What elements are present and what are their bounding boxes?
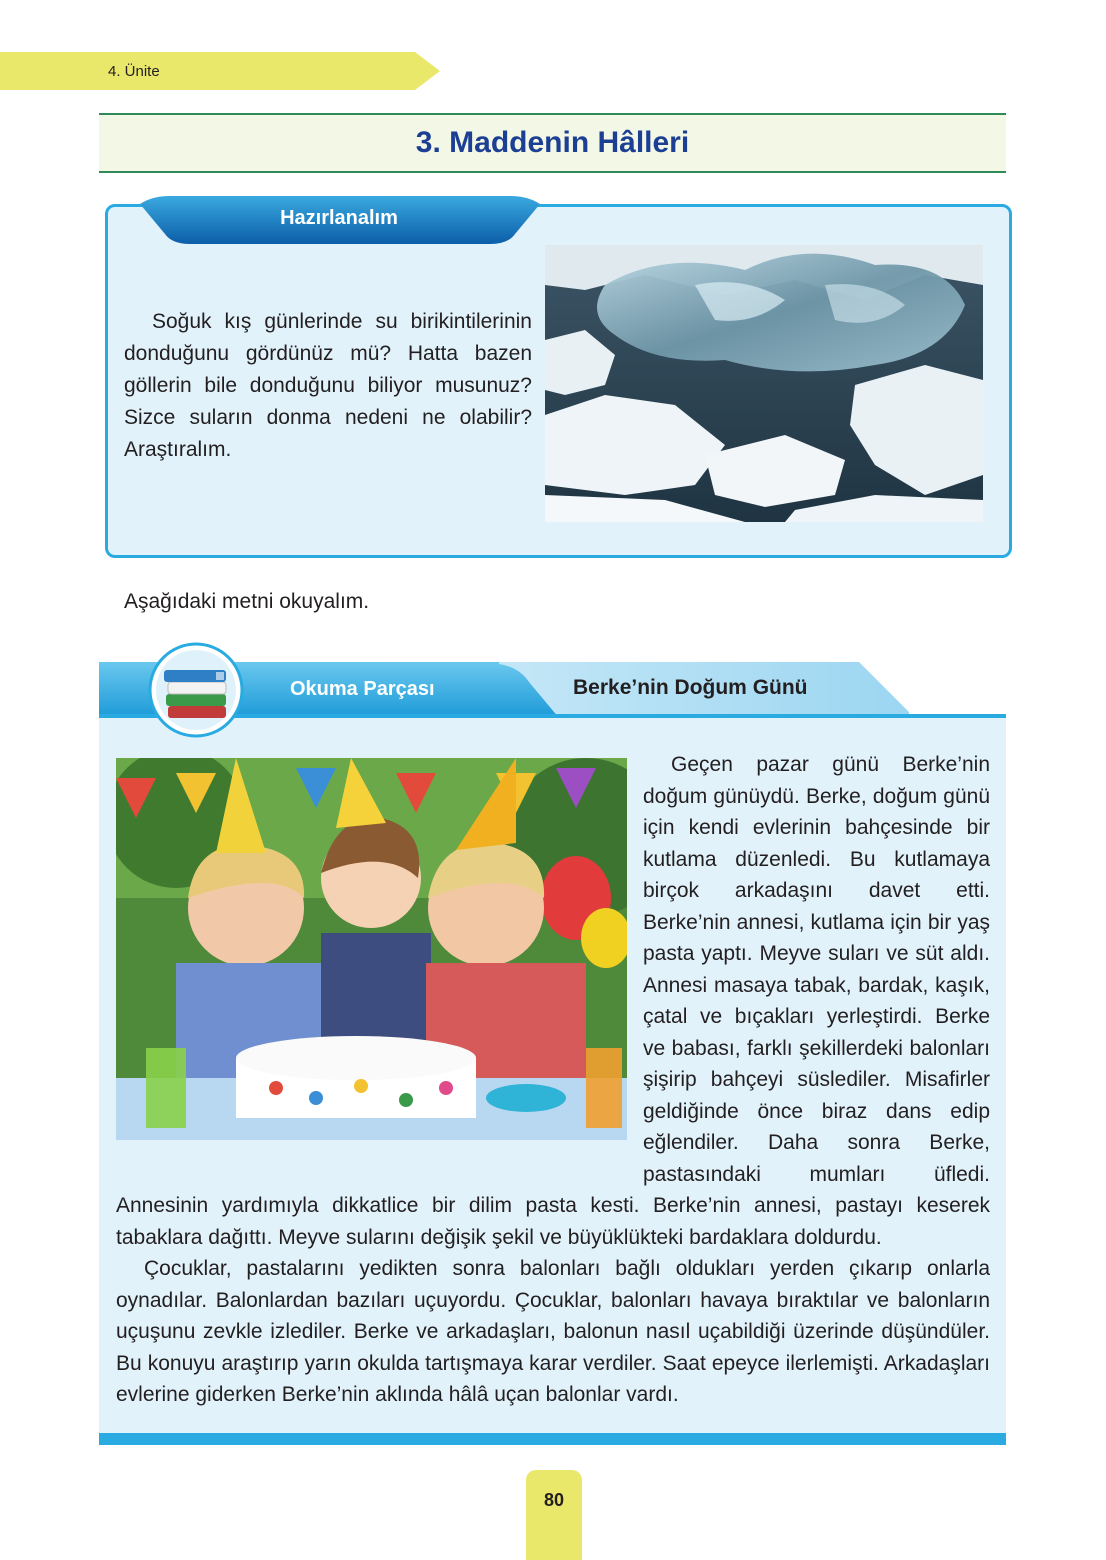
- prepare-paragraph: Soğuk kış günlerinde su birikintilerinin donduğunu gördünüz mü? Hatta bazen göllerin bile donduğunu biliyor musunuz? Sizce suların donma nedeni ne olabilir? Araştıralım.: [124, 310, 532, 461]
- intro-text: Aşağıdaki metni okuyalım.: [124, 590, 370, 613]
- section-title: 3. Maddenin Hâlleri: [415, 126, 690, 159]
- prepare-text: [124, 306, 532, 466]
- reading-box-bottom-bar: [99, 1433, 1006, 1445]
- unit-label: 4. Ünite: [108, 63, 160, 80]
- books-icon: [148, 642, 244, 738]
- frozen-water-photo: [545, 245, 983, 522]
- unit-tab: [0, 52, 440, 90]
- reading-title: Berke’nin Doğum Günü: [573, 676, 808, 699]
- reading-text: [116, 749, 990, 1411]
- reading-paragraph: Çocuklar, pastalarını yedikten sonra balonları bağlı oldukları yerden çıkarıp onlarla oynadılar. Balonlardan bazıları uçuyordu. Çocuklar, balonları havaya bıraktılar ve balonların uçuşunu zevkle izlediler. Berke ve arkadaşları, balonun nasıl uçabildiği üzerinde düşündüler. Bu konuyu araştırıp yarın okulda tartışmaya karar verdiler. Saat epeyce ilerlemişti. Arkadaşları evlerine giderken Berke’nin aklında hâlâ uçan balonlar vardı.: [116, 1257, 990, 1406]
- prepare-tab-label: Hazırlanalım: [280, 207, 398, 229]
- image-float-spacer: [116, 749, 643, 1179]
- reading-paragraph: Geçen pazar günü Berke’nin doğum günüydü. Berke, doğum günü için kendi evlerinin bahçesinde bir kutlama düzenledi. Bu kutlamaya birçok arkadaşını davet etti. Berke’nin annesi, kutlama için bir yaş pasta yaptı. Meyve suları ve süt aldı. Annesi masaya tabak, bardak, kaşık, çatal ve bıçakları yerleştirdi. Berke ve babası, farklı şekillerdeki balonları şişirip bahçeyi süslediler. Misafirler geldiğinde önce biraz dans edip eğlendiler. Daha sonra Berke, pastasındaki mumları üfledi. Annesinin yardımıyla dikkatlice bir dilim pasta kesti. Berke’nin annesi, pastayı keserek tabaklara dağıttı. Meyve sularını değişik şekil ve büyüklükteki bardaklara doldurdu.: [116, 753, 990, 1249]
- page-number-tab: [526, 1470, 582, 1560]
- reading-tab-label: Okuma Parçası: [290, 678, 435, 700]
- page-number: 80: [543, 1490, 565, 1510]
